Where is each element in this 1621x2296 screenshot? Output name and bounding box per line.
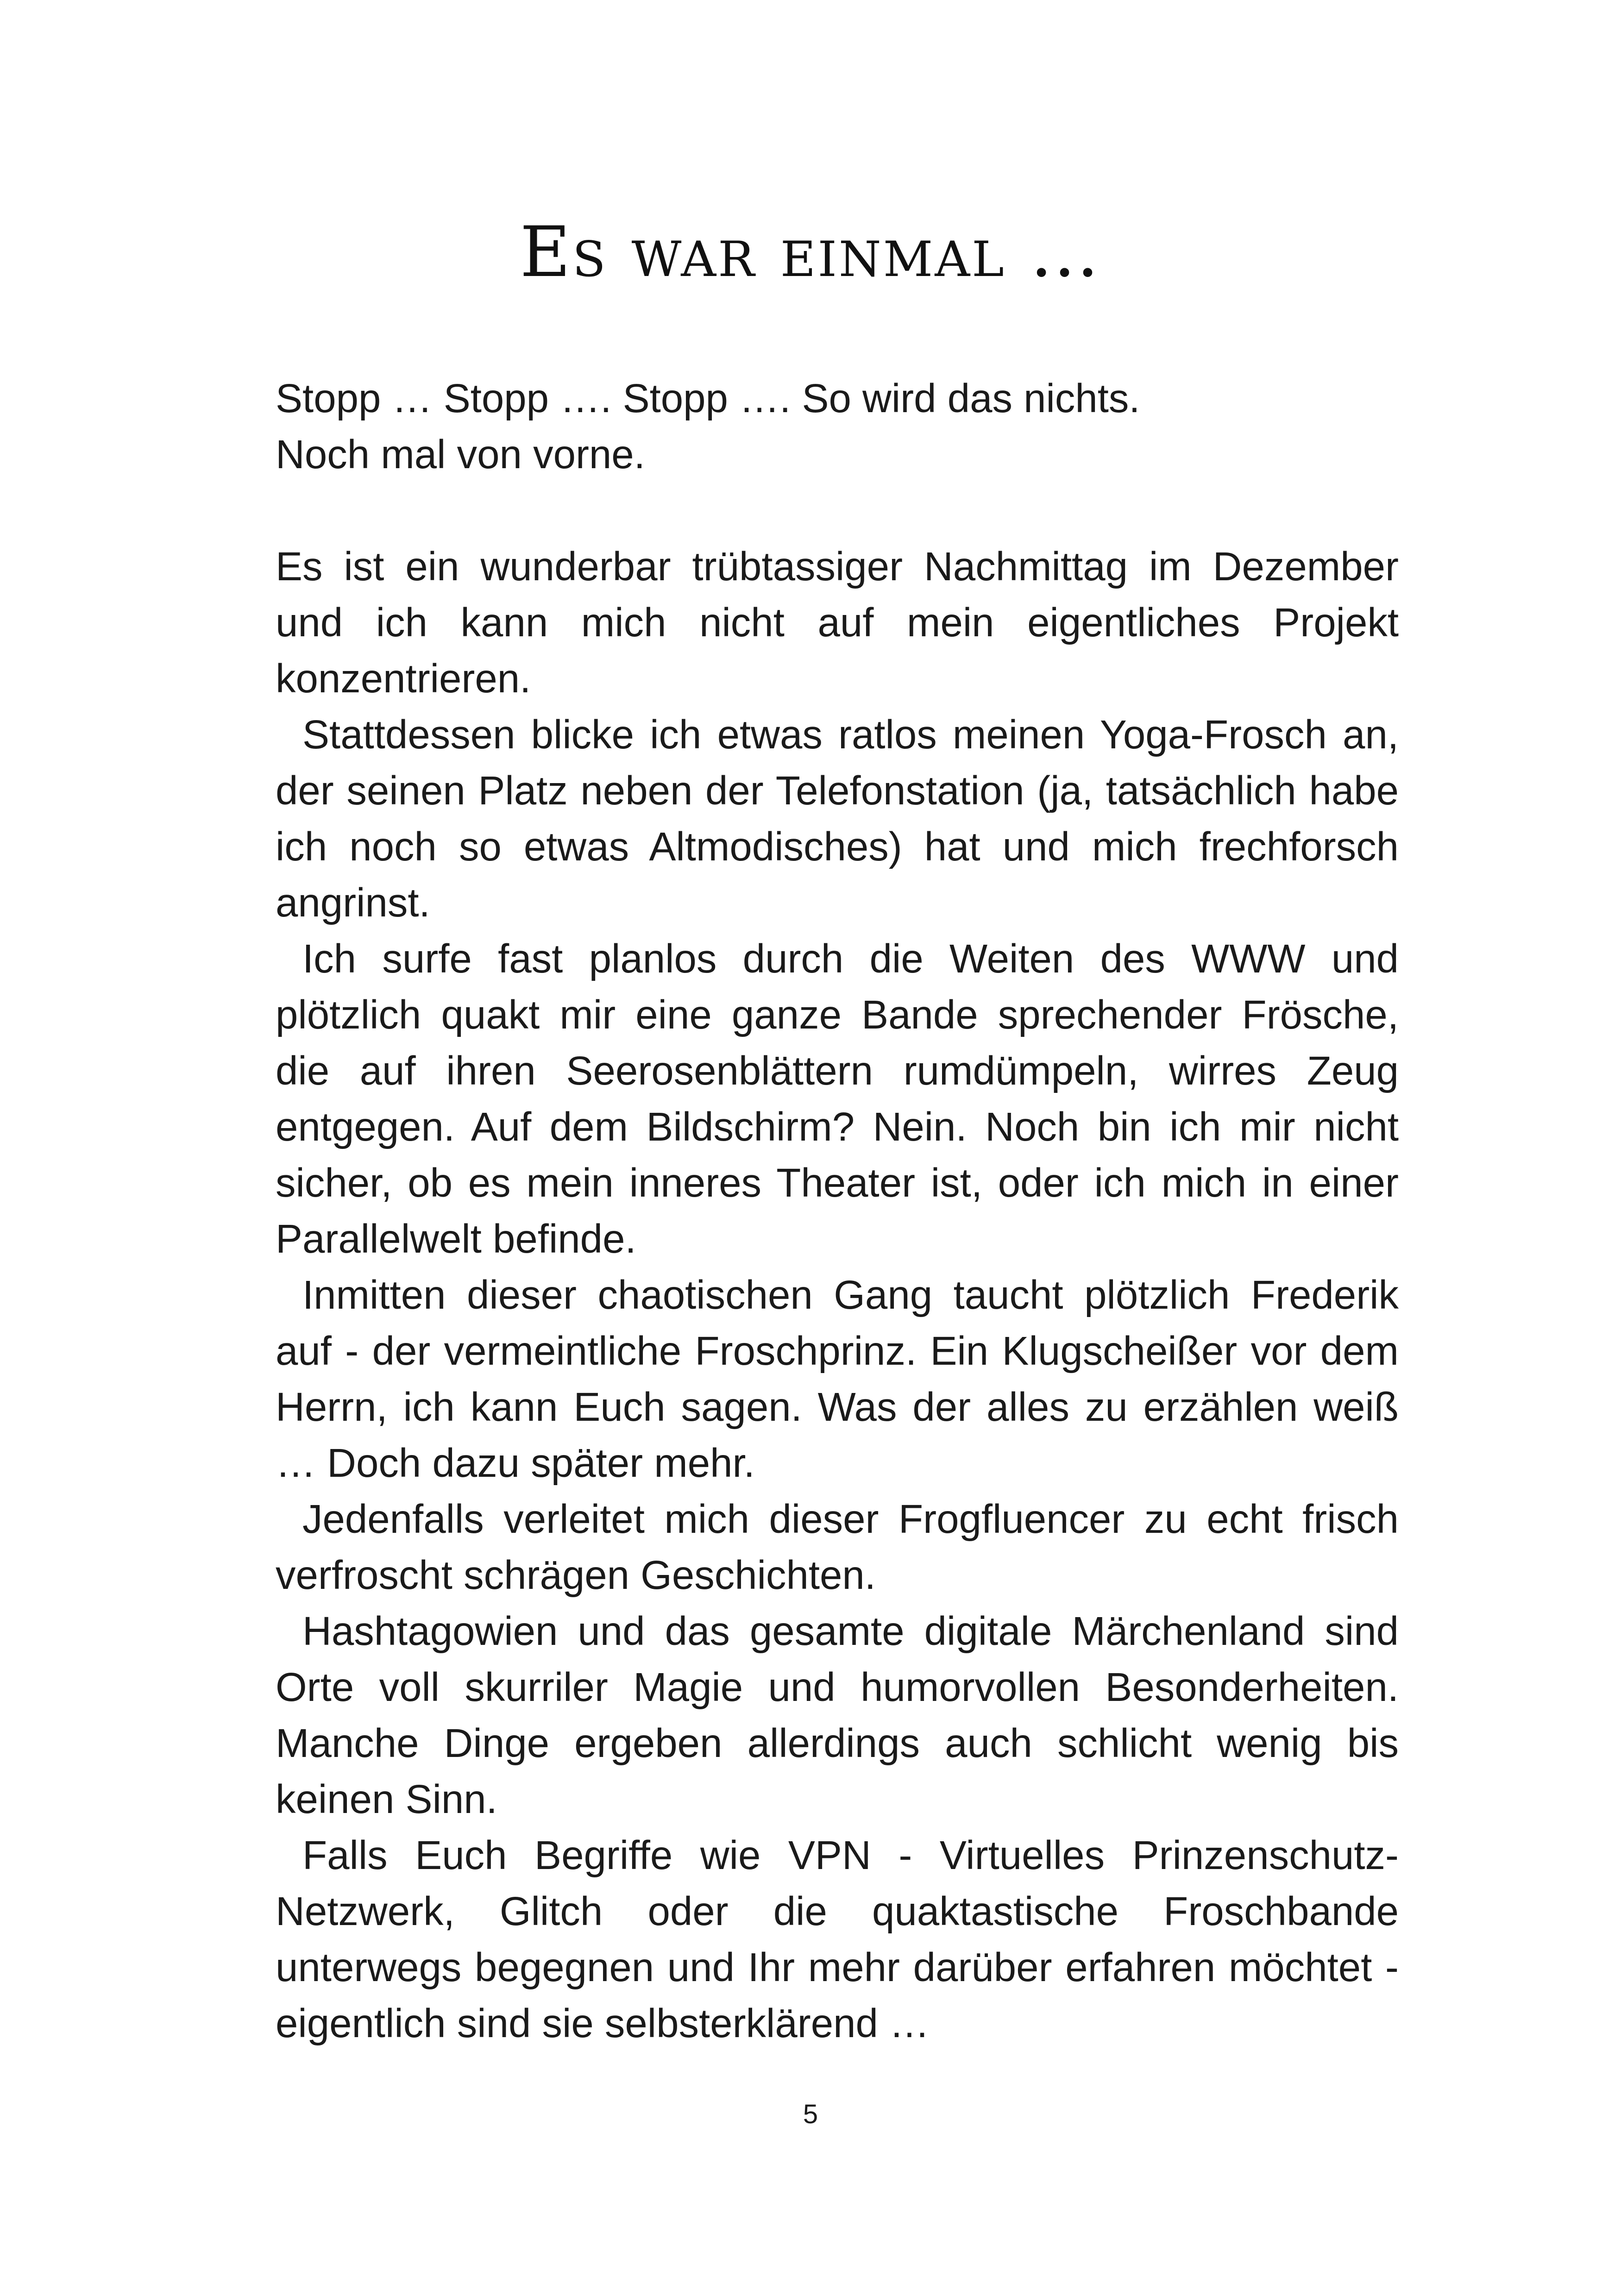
paragraph-3: Ich surfe fast planlos durch die Weiten des WWW und plötzlich quakt mir eine ganze Bande sprechender Frösche, die auf ihren Seerosenblättern rumdümpeln, wirres Zeug entgegen. Auf dem Bildschirm? Nein. Noch bin ich mir nicht sicher, ob es mein inneres Theater ist, oder ich mich in einer Parallelwelt befinde. — [276, 936, 1399, 1261]
body-text — [276, 370, 1399, 2051]
paragraph-spacer — [276, 483, 1399, 539]
paragraph-5: Jedenfalls verleitet mich dieser Frogfluencer zu echt frisch verfroscht schrägen Geschichten. — [276, 1497, 1399, 1598]
paragraph-1: Es ist ein wunderbar trübtassiger Nachmittag im Dezember und ich kann mich nicht auf mein eigentliches Projekt konzentrieren. — [276, 544, 1399, 701]
page-number: 5 — [803, 2099, 818, 2129]
paragraph-4: Inmitten dieser chaotischen Gang taucht plötzlich Frederik auf - der vermeintliche Froschprinz. Ein Klugscheißer vor dem Herrn, ich kann Euch sagen. Was der alles zu erzählen weiß … Doch dazu später mehr. — [276, 1273, 1399, 1486]
paragraph-2: Stattdessen blicke ich etwas ratlos meinen Yoga-Frosch an, der seinen Platz neben der Telefonstation (ja, tatsächlich habe ich noch so etwas Altmodisches) hat und mich frechforsch angrinst. — [276, 712, 1399, 925]
chapter-title: Es war einmal … — [520, 212, 1101, 293]
intro-line-2: Noch mal von vorne. — [276, 432, 645, 477]
intro-line-1: Stopp … Stopp …. Stopp …. So wird das nichts. — [276, 376, 1140, 421]
paragraph-7: Falls Euch Begriffe wie VPN - Virtuelles Prinzenschutz-Netzwerk, Glitch oder die quaktastische Froschbande unterwegs begegnen und Ihr mehr darüber erfahren möchtet - eigentlich sind sie selbsterklärend … — [276, 1833, 1399, 2046]
paragraph-6: Hashtagowien und das gesamte digitale Märchenland sind Orte voll skurriler Magie und humorvollen Besonderheiten. Manche Dinge ergeben allerdings auch schlicht wenig bis keinen Sinn. — [276, 1609, 1399, 1822]
